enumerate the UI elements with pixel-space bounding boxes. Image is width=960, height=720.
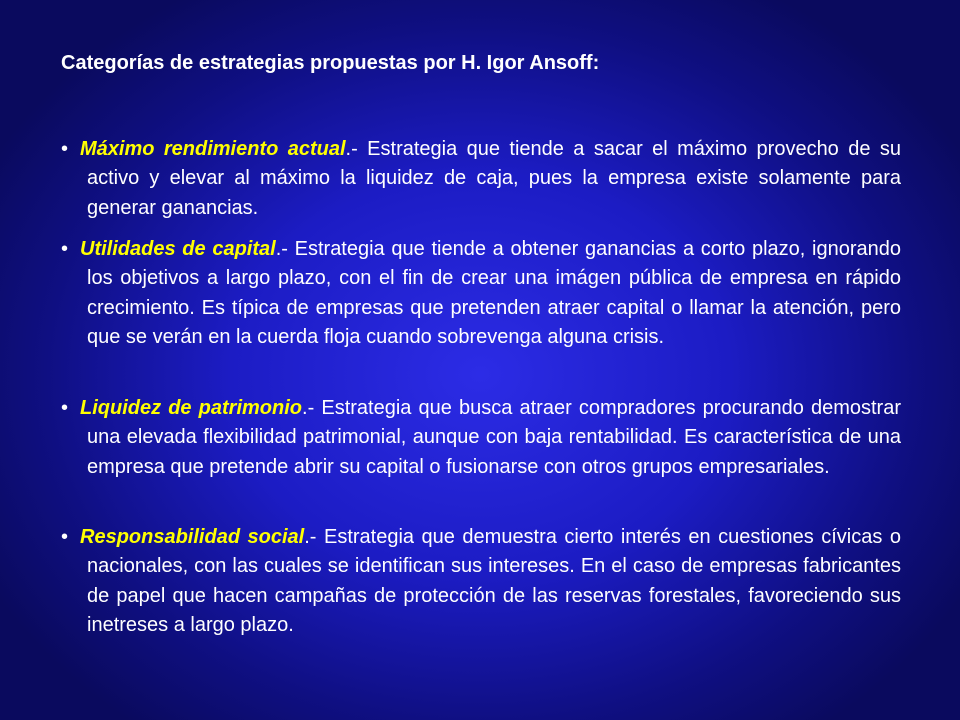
strategy-term: Utilidades de capital xyxy=(80,238,276,260)
strategy-term: Responsabilidad social xyxy=(80,526,305,548)
strategy-item xyxy=(61,394,901,482)
strategy-description: .- Estrategia que demuestra cierto interés en cuestiones cívicas o nacionales, con las cuales se identifican sus intereses. En el caso de empresas fabricantes de papel que hacen campañas de protección de las reservas forestales, favoreciendo sus inetreses a largo plazo. xyxy=(87,526,901,637)
strategy-term: Máximo rendimiento actual xyxy=(80,138,346,160)
slide-title: Categorías de estrategias propuestas por H. Igor Ansoff: xyxy=(61,52,600,74)
strategy-item xyxy=(61,523,901,641)
bullet-icon: • xyxy=(61,526,69,548)
bullet-icon: • xyxy=(61,138,69,160)
strategy-item xyxy=(61,135,901,223)
strategy-term: Liquidez de patrimonio xyxy=(80,397,303,419)
strategy-item xyxy=(61,235,901,353)
bullet-icon: • xyxy=(61,397,69,419)
strategy-description: .- Estrategia que busca atraer compradores procurando demostrar una elevada flexibilidad patrimonial, aunque con baja rentabilidad. Es característica de una empresa que pretende abrir su capital o fusionarse con otros grupos empresariales. xyxy=(87,397,902,478)
strategy-description: .- Estrategia que tiende a obtener ganancias a corto plazo, ignorando los objetivos a largo plazo, con el fin de crear una imágen pública de empresa en rápido crecimiento. Es típica de empresas que pretenden atraer capital o llamar la atención, pero que se verán en la cuerda floja cuando sobrevenga alguna crisis. xyxy=(87,238,902,349)
strategy-description: .- Estrategia que tiende a sacar el máximo provecho de su activo y elevar al máximo la liquidez de caja, pues la empresa existe solamente para generar ganancias. xyxy=(87,138,901,219)
bullet-icon: • xyxy=(61,238,69,260)
